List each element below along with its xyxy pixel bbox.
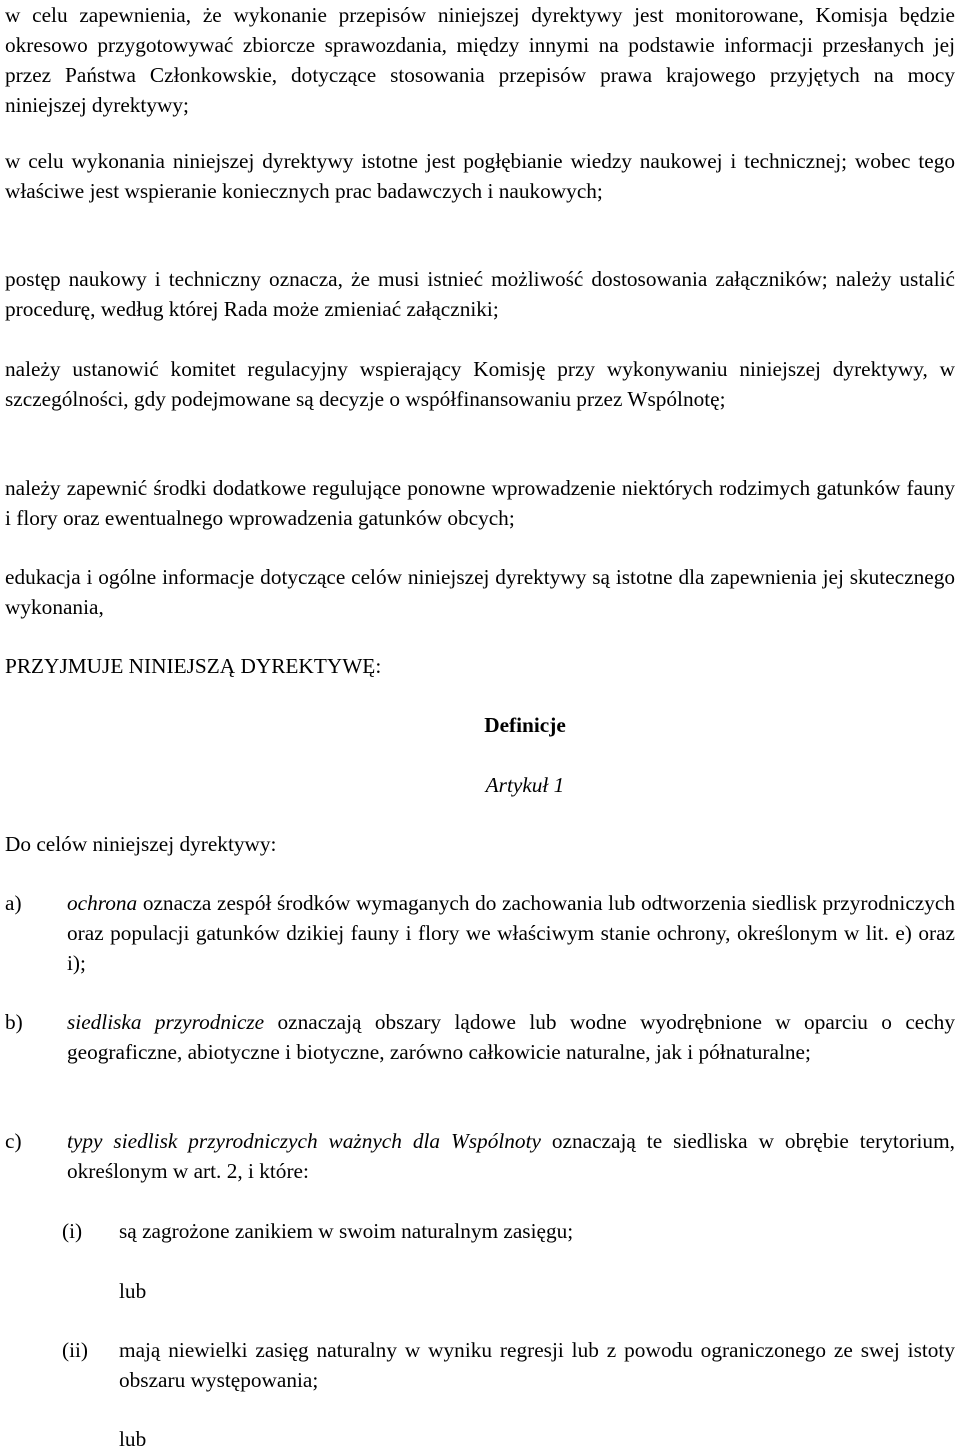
definition-c (5, 1126, 955, 1186)
recital-research: w celu wykonania niniejszej dyrektywy istotne jest pogłębianie wiedzy naukowej i technicznej; wobec tego właściwe jest wspieranie koniecznych prac badawczych i naukowych; (5, 149, 955, 203)
adopts-heading: PRZYJMUJE NINIEJSZĄ DYREKTYWĘ: (5, 654, 382, 678)
definitions-intro: Do celów niniejszej dyrektywy: (5, 832, 277, 856)
article-title: Artykuł 1 (485, 773, 565, 797)
definition-text: oznaczają obszary lądowe lub wodne wyodrębnione w oparciu o cechy geograficzne, abiotyczne i biotyczne, zarówno całkowicie naturalne, jak i półnaturalne; (67, 1010, 955, 1064)
recital-committee: należy ustanowić komitet regulacyjny wspierający Komisję przy wykonywaniu niniejszej dyrektywy, w szczególności, gdy podejmowane są decyzje o współfinansowaniu przez Wspólnotę; (5, 357, 955, 411)
definition-a (5, 888, 955, 978)
section-title: Definicje (484, 713, 566, 737)
connector-lub-1: lub (119, 1279, 147, 1303)
subpoint-i (62, 1216, 955, 1246)
definition-letter: b) (5, 1010, 23, 1034)
definition-term: siedliska przyrodnicze (67, 1010, 265, 1034)
definition-text: oznacza zespół środków wymaganych do zachowania lub odtworzenia siedlisk przyrodniczych oraz populacji gatunków dzikiej fauny i flory we właściwym stanie ochrony, określonym w lit. e) oraz i); (67, 891, 955, 975)
recital-monitoring: w celu zapewnienia, że wykonanie przepisów niniejszej dyrektywy jest monitorowane, Komisja będzie okresowo przygotowywać zbiorcze sprawozdania, między innymi na podstawie informacji przesłanych jej przez Państwa Członkowskie, dotyczące stosowania przepisów prawa krajowego przyjętych na mocy niniejszej dyrektywy; (5, 3, 955, 117)
definition-b (5, 1007, 955, 1067)
definition-letter: a) (5, 891, 22, 915)
subpoint-text: mają niewielki zasięg naturalny w wyniku regresji lub z powodu ograniczonego ze swej istoty obszaru występowania; (119, 1338, 955, 1392)
subpoint-ii (62, 1335, 955, 1395)
definition-term: typy siedlisk przyrodniczych ważnych dla Wspólnoty (67, 1129, 541, 1153)
definition-term: ochrona (67, 891, 138, 915)
subpoint-number: (ii) (62, 1338, 89, 1362)
definition-text: oznaczają te siedliska w obrębie terytorium, określonym w art. 2, i które: (67, 1129, 955, 1183)
subpoint-number: (i) (62, 1219, 83, 1243)
recital-reintroduction: należy zapewnić środki dodatkowe regulujące ponowne wprowadzenie niektórych rodzimych gatunków fauny i flory oraz ewentualnego wprowadzenia gatunków obcych; (5, 476, 955, 530)
definition-body (67, 1007, 955, 1067)
subpoint-text: są zagrożone zanikiem w swoim naturalnym zasięgu; (119, 1219, 574, 1243)
recital-education: edukacja i ogólne informacje dotyczące celów niniejszej dyrektywy są istotne dla zapewnienia jej skutecznego wykonania, (5, 565, 955, 619)
recital-annex-adaptation: postęp naukowy i techniczny oznacza, że musi istnieć możliwość dostosowania załączników; należy ustalić procedurę, według której Rada może zmieniać załączniki; (5, 267, 955, 321)
definition-body (67, 1126, 955, 1186)
definition-body (67, 888, 955, 978)
connector-lub-2: lub (119, 1427, 147, 1451)
definition-letter: c) (5, 1129, 22, 1153)
